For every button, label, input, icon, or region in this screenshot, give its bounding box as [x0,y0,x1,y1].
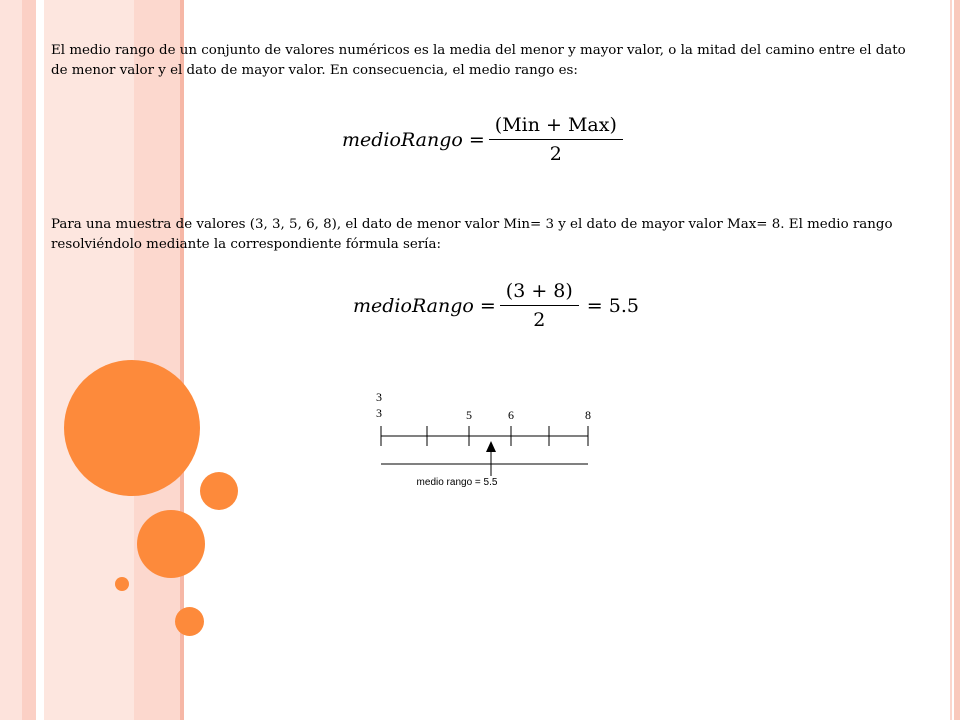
formula-lhs: medioRango [342,128,463,151]
formula-numerator: (3 + 8) [500,280,579,306]
formula-equals: = [468,128,485,151]
formula-result: = 5.5 [586,294,639,317]
label-value-6: 6 [508,408,514,422]
label-value-5: 5 [466,408,472,422]
midrange-annotation: medio rango = 5.5 [416,477,498,488]
label-value-8: 8 [585,408,591,422]
formula-denominator: 2 [549,143,562,165]
formula-numerator: (Min + Max) [489,114,623,140]
label-value-3a: 3 [376,390,382,404]
definition-paragraph: El medio rango de un conjunto de valores numéricos es la media del menor y mayor valor, o la mitad del camino entre el dato de menor valor y el dato de mayor valor. En consecuencia, el medio rango es: [51,43,906,78]
arrow-up-icon [486,441,496,452]
formula-lhs: medioRango [353,294,474,317]
label-value-3b: 3 [376,406,382,420]
formula-equals: = [479,294,496,317]
formula-denominator: 2 [533,309,546,331]
example-paragraph: Para una muestra de valores (3, 3, 5, 6, 8), el dato de menor valor Min= 3 y el dato de mayor valor Max= 8. El medio rango resolviéndolo mediante la correspondiente fórmula sería: [51,217,893,252]
